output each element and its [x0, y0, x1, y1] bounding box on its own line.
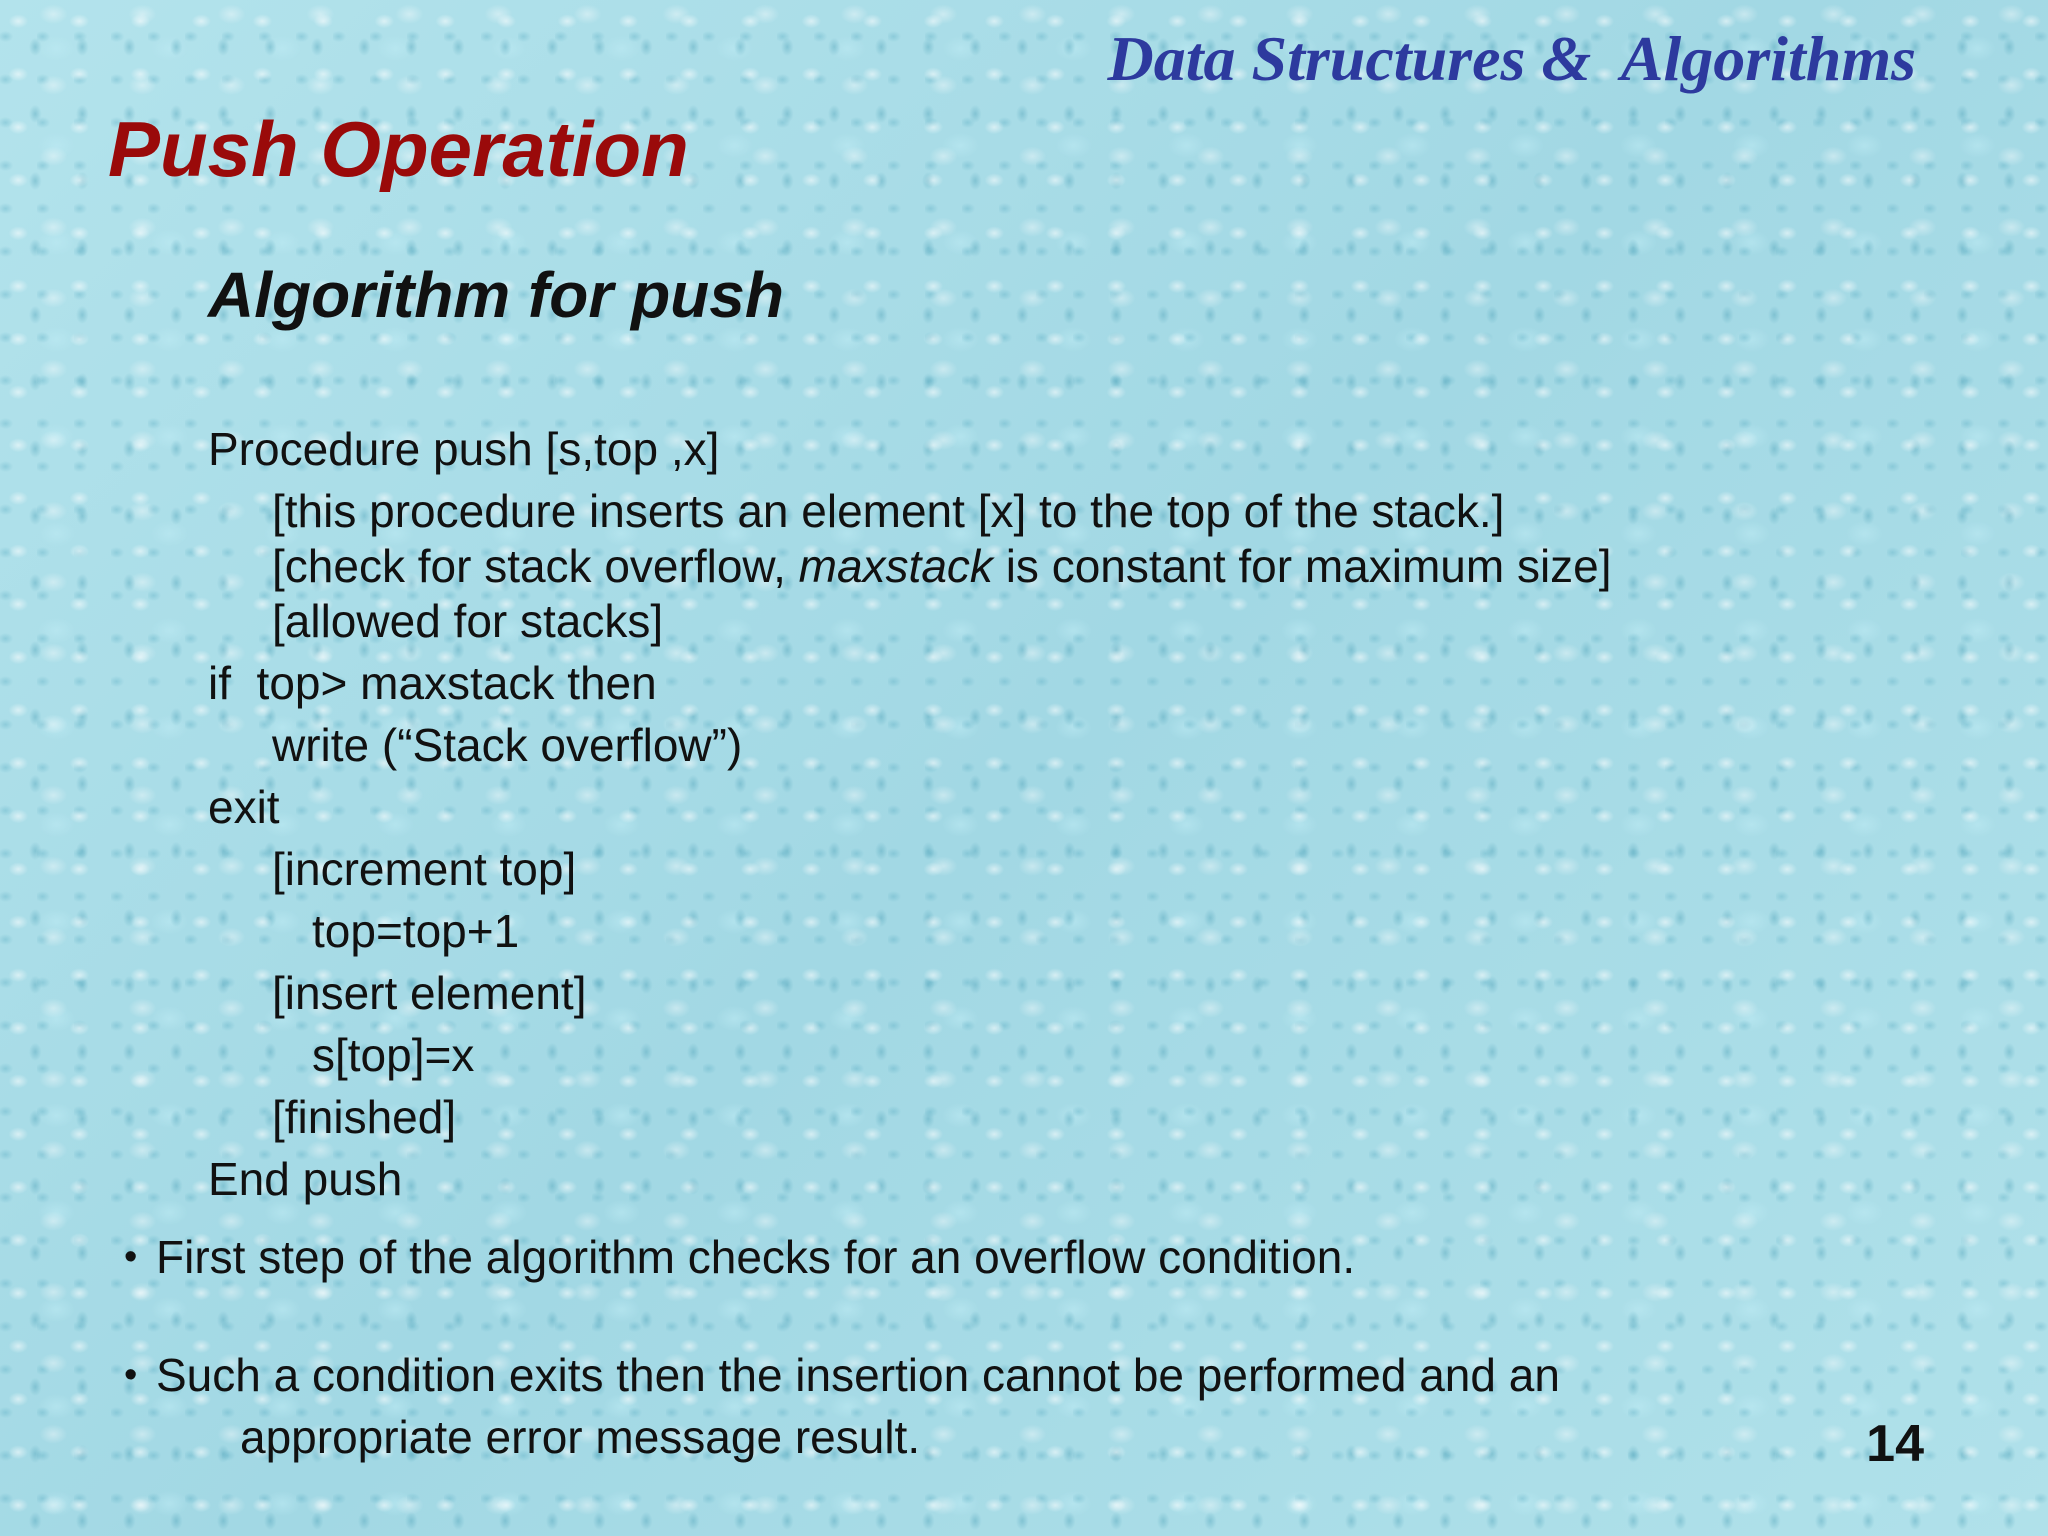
algo-line-comment-increment: [increment top] [272, 843, 577, 895]
algo-line-end: End push [208, 1153, 403, 1205]
algo-line-comment-allowed: [allowed for stacks] [272, 595, 664, 647]
algo-keyword-maxstack: maxstack [798, 540, 993, 592]
algo-line-write: write (“Stack overflow”) [272, 719, 743, 771]
bullet-text-continuation: appropriate error message result. [240, 1411, 921, 1463]
algo-line-assign: s[top]=x [312, 1029, 475, 1081]
page-number: 14 [1866, 1415, 1924, 1473]
algo-line-comment-finished: [finished] [272, 1091, 457, 1143]
bullet-item [124, 1344, 1824, 1468]
algorithm-block [208, 418, 1828, 1210]
bullet-text: Such a condition exits then the insertion cannot be performed and an [156, 1349, 1560, 1401]
algo-line-if: if top> maxstack then [208, 657, 657, 709]
algo-text: is constant for maximum size] [992, 540, 1612, 592]
bullet-marker: • [124, 1236, 138, 1278]
algo-line-comment-insert-element: [insert element] [272, 967, 587, 1019]
algorithm-heading: Algorithm for push [208, 259, 784, 331]
bullet-list [124, 1226, 1824, 1524]
bullet-marker: • [124, 1354, 138, 1396]
bullet-item [124, 1226, 1824, 1288]
algo-line-comment-insert: [this procedure inserts an element [x] to the top of the stack.] [272, 485, 1505, 537]
algo-line-procedure: Procedure push [s,top ,x] [208, 423, 720, 475]
course-title: Data Structures & Algorithms [1107, 23, 1916, 94]
algo-text: [check for stack overflow, [272, 540, 799, 592]
algo-line-increment: top=top+1 [312, 905, 520, 957]
algo-line-comment-overflow [208, 542, 1828, 590]
slide-title: Push Operation [108, 105, 689, 193]
algo-line-exit: exit [208, 781, 280, 833]
bullet-text: First step of the algorithm checks for an overflow condition. [156, 1231, 1356, 1283]
